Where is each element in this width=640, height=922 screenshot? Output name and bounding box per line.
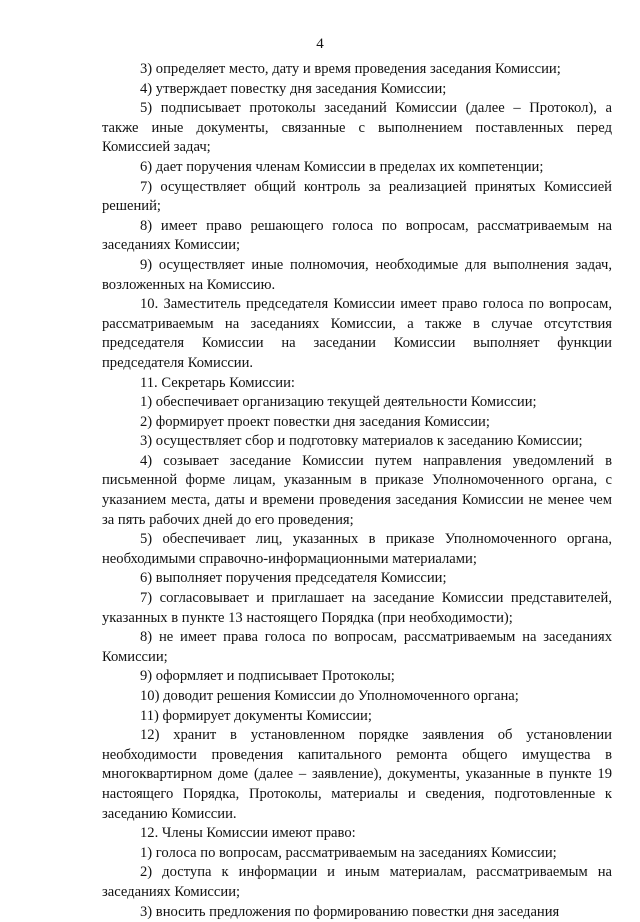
paragraph: 6) дает поручения членам Комиссии в пределах их компетенции;: [140, 158, 544, 175]
paragraph: 8) не имеет права голоса по вопросам, рассматриваемым на заседаниях Комиссии;: [102, 629, 612, 665]
paragraph: 3) определяет место, дату и время проведения заседания Комиссии;: [140, 61, 561, 77]
paragraph: 10. Заместитель председателя Комиссии имеет право голоса по вопросам, рассматриваемым на заседаниях Комиссии, а также в случае отсутствия председателя Комиссии на заседании Комиссии выполняет функции председателя Комиссии.: [102, 296, 612, 371]
paragraph: 5) обеспечивает лиц, указанных в приказе Уполномоченного органа, необходимыми справочно-информационными материалами;: [102, 531, 612, 567]
page-number: 4: [316, 36, 324, 52]
paragraph: 12) хранит в установленном порядке заявления об установлении необходимости проведения капитального ремонта общего имущества в многоквартирном доме (далее – заявление), документы, указанные в пункте 19 настоящего Порядка, Протоколы, материалы и сведения, подготовленные к заседанию Комиссии.: [102, 727, 612, 822]
paragraph: 4) утверждает повестку дня заседания Комиссии;: [140, 80, 447, 97]
paragraph: 4) созывает заседание Комиссии путем направления уведомлений в письменной форме лицам, указанным в приказе Уполномоченного органа, с указанием места, даты и времени проведения заседания Комиссии не менее чем за пять рабочих дней до его проведения;: [102, 452, 612, 528]
paragraph: 2) доступа к информации и иным материалам, рассматриваемым на заседаниях Комиссии;: [102, 864, 612, 900]
paragraph: 9) оформляет и подписывает Протоколы;: [140, 668, 395, 685]
paragraph: 5) подписывает протоколы заседаний Комиссии (далее – Протокол), а также иные документы, связанные с выполнением поставленных перед Комиссией задач;: [102, 100, 612, 156]
paragraph: 3) вносить предложения по формированию повестки дня заседания: [140, 903, 560, 920]
paragraph: 3) осуществляет сбор и подготовку материалов к заседанию Комиссии;: [140, 433, 583, 450]
paragraph: 1) обеспечивает организацию текущей деятельности Комиссии;: [140, 394, 537, 411]
paragraph: 7) осуществляет общий контроль за реализацией принятых Комиссией решений;: [102, 178, 612, 215]
paragraph: 1) голоса по вопросам, рассматриваемым на заседаниях Комиссии;: [140, 844, 557, 861]
paragraph: 7) согласовывает и приглашает на заседание Комиссии представителей, указанных в пункте 13 настоящего Порядка (при необходимости);: [102, 590, 612, 626]
paragraph: 11. Секретарь Комиссии:: [140, 374, 295, 391]
paragraph: 10) доводит решения Комиссии до Уполномоченного органа;: [140, 688, 519, 704]
paragraph: 6) выполняет поручения председателя Комиссии;: [140, 570, 447, 587]
paragraph: 8) имеет право решающего голоса по вопросам, рассматриваемым на заседаниях Комиссии;: [102, 217, 612, 254]
paragraph: 9) осуществляет иные полномочия, необходимые для выполнения задач, возложенных на Комиссию.: [102, 256, 612, 293]
paragraph: 12. Члены Комиссии имеют право:: [140, 825, 356, 842]
paragraph: 11) формирует документы Комиссии;: [140, 707, 372, 724]
paragraph: 2) формирует проект повестки дня заседания Комиссии;: [140, 413, 490, 430]
document-body: [102, 60, 612, 922]
